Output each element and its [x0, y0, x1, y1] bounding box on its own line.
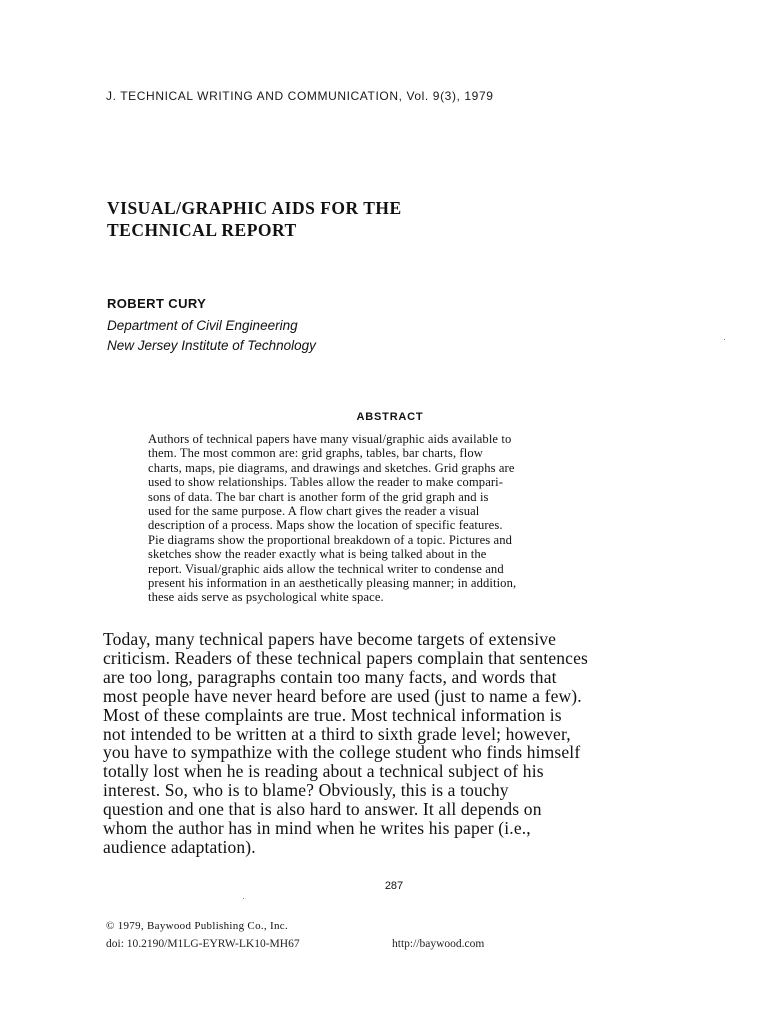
body-line: you have to sympathize with the college student who finds himself: [103, 742, 581, 763]
body-line: audience adaptation).: [103, 836, 256, 857]
scan-speck: [724, 339, 725, 340]
body-line: question and one that is also hard to answer. It all depends on: [103, 799, 542, 820]
scan-speck: [243, 898, 244, 899]
affiliation-line: Department of Civil Engineering: [107, 318, 298, 333]
abstract-line: present his information in an aesthetically pleasing manner; in addition,: [148, 576, 517, 591]
abstract-line: charts, maps, pie diagrams, and drawings and sketches. Grid graphs are: [148, 460, 515, 475]
body-line: Today, many technical papers have become targets of extensive: [103, 629, 557, 649]
abstract-line: these aids serve as psychological white space.: [148, 590, 384, 605]
body-line: criticism. Readers of these technical papers complain that sentences: [103, 647, 588, 668]
abstract-line: Authors of technical papers have many visual/graphic aids available to: [148, 432, 512, 446]
abstract-text: [148, 432, 688, 605]
abstract-line: description of a process. Maps show the location of specific features.: [148, 518, 503, 533]
abstract-line: report. Visual/graphic aids allow the technical writer to condense and: [148, 561, 504, 576]
title-line: VISUAL/GRAPHIC AIDS FOR THE: [107, 198, 402, 218]
body-line: whom the author has in mind when he writes his paper (i.e.,: [103, 818, 531, 839]
copyright-notice: © 1979, Baywood Publishing Co., Inc.: [106, 920, 289, 932]
abstract-line: sons of data. The bar chart is another form of the grid graph and is: [148, 489, 489, 504]
abstract-heading: ABSTRACT: [356, 411, 424, 423]
body-line: are too long, paragraphs contain too many facts, and words that: [103, 666, 557, 687]
abstract-line: used to show relationships. Tables allow the reader to make compari-: [148, 475, 504, 490]
affiliation-line: New Jersey Institute of Technology: [107, 338, 316, 353]
body-line: totally lost when he is reading about a technical subject of his: [103, 761, 544, 782]
page-number: 287: [384, 880, 404, 892]
title-line: TECHNICAL REPORT: [107, 220, 297, 240]
abstract-line: used for the same purpose. A flow chart gives the reader a visual: [148, 504, 480, 519]
publisher-url[interactable]: http://baywood.com: [392, 938, 485, 950]
abstract-line: them. The most common are: grid graphs, tables, bar charts, flow: [148, 446, 483, 461]
paper-title: [107, 197, 402, 241]
body-line: Most of these complaints are true. Most technical information is: [103, 704, 562, 725]
doi-text: doi: 10.2190/M1LG-EYRW-LK10-MH67: [106, 938, 300, 950]
abstract-line: Pie diagrams show the proportional breakdown of a topic. Pictures and: [148, 532, 512, 547]
abstract-line: sketches show the reader exactly what is being talked about in the: [148, 547, 487, 562]
author-affiliation: [107, 316, 316, 356]
body-line: interest. So, who is to blame? Obviously, this is a touchy: [103, 780, 509, 801]
body-line: not intended to be written at a third to sixth grade level; however,: [103, 723, 571, 744]
body-line: most people have never heard before are used (just to name a few).: [103, 685, 582, 706]
body-paragraph: [103, 630, 683, 857]
author-name: ROBERT CURY: [107, 296, 207, 311]
journal-header: J. TECHNICAL WRITING AND COMMUNICATION, Vol. 9(3), 1979: [106, 89, 494, 103]
